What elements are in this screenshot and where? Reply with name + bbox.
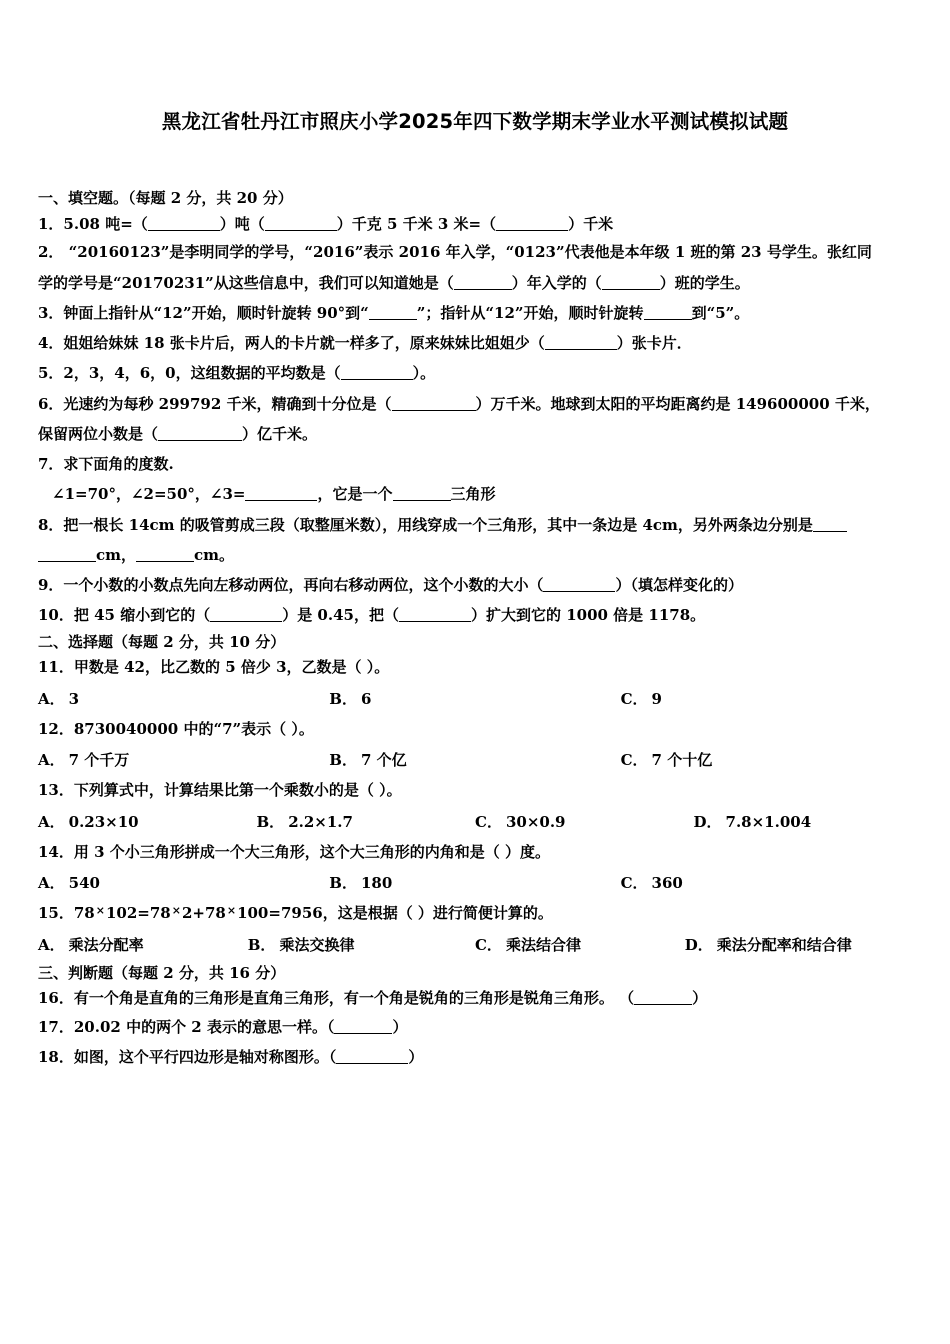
answer-blank[interactable] — [136, 561, 194, 562]
question-8-line-2 — [38, 540, 912, 570]
option-label: A． — [38, 812, 65, 831]
option-label: B． — [329, 751, 357, 770]
question-17-part-b: ） — [392, 1017, 408, 1036]
option-c[interactable] — [621, 688, 912, 711]
option-b[interactable] — [329, 749, 620, 772]
option-a[interactable] — [38, 811, 257, 834]
question-9-part-b: ）（填怎样变化的） — [615, 576, 743, 595]
option-label: A． — [38, 935, 65, 954]
question-6-part-b: ）万千米。地球到太阳的平均距离约是 149600000 千米， — [475, 394, 880, 413]
answer-blank[interactable] — [392, 410, 476, 411]
question-10-part-c: ）扩大到它的 1000 倍是 1178。 — [470, 606, 706, 625]
answer-blank[interactable] — [393, 500, 451, 501]
answer-blank[interactable] — [369, 319, 417, 320]
question-8-line-1 — [38, 510, 912, 540]
option-label: A． — [38, 874, 65, 893]
answer-blank[interactable] — [148, 230, 220, 231]
answer-blank[interactable] — [545, 349, 617, 350]
question-6-line-1 — [38, 389, 912, 419]
question-14: 14．用 3 个小三角形拼成一个大三角形，这个大三角形的内角和是（ ）度。 — [38, 842, 550, 861]
question-13: 13．下列算式中，计算结果比第一个乘数小的是（ ）。 — [38, 781, 402, 800]
question-15 — [38, 900, 912, 927]
option-label: A． — [38, 689, 65, 708]
question-16-part-b: ） — [692, 989, 708, 1008]
answer-blank[interactable] — [454, 289, 512, 290]
option-text: 7 个千万 — [68, 751, 130, 770]
question-4 — [38, 329, 912, 359]
option-text: 2.2×1.7 — [288, 812, 353, 831]
option-c[interactable] — [475, 934, 685, 957]
question-1 — [38, 211, 912, 238]
question-7 — [38, 450, 912, 480]
answer-blank[interactable] — [38, 561, 96, 562]
option-text: 0.23×10 — [68, 812, 139, 831]
option-b[interactable] — [329, 872, 620, 895]
question-10-part-a: 10．把 45 缩小到它的（ — [38, 606, 211, 625]
question-4-part-a: 4．姐姐给妹妹 18 张卡片后，两人的卡片就一样多了，原来妹妹比姐姐少（ — [38, 334, 545, 353]
option-b[interactable] — [248, 934, 475, 957]
section-heading-true-false: 三、判断题（每题 2 分，共 16 分） — [38, 963, 286, 982]
title-spacer — [38, 135, 912, 187]
question-18 — [38, 1043, 912, 1073]
option-text: 3 — [68, 689, 80, 708]
section-heading-fill-in: 一、填空题。（每题 2 分，共 20 分） — [38, 189, 293, 208]
section-heading-multiple-choice: 二、选择题（每题 2 分，共 10 分） — [38, 633, 286, 652]
question-9-part-a: 9．一个小数的小数点先向左移动两位，再向右移动两位，这个小数的大小（ — [38, 576, 544, 595]
option-b[interactable] — [329, 688, 620, 711]
question-18-part-b: ） — [408, 1048, 424, 1067]
answer-blank[interactable] — [496, 230, 568, 231]
option-a[interactable] — [38, 749, 329, 772]
option-text: 乘法分配率 — [68, 935, 144, 954]
option-c[interactable] — [621, 749, 912, 772]
question-15-part-b: 102=78 — [105, 904, 171, 923]
option-text: 7 个十亿 — [651, 751, 713, 770]
question-6-part-c: 保留两位小数是（ — [38, 424, 159, 443]
question-1-part-a: 1．5.08 吨=（ — [38, 214, 148, 233]
answer-blank[interactable] — [158, 440, 242, 441]
question-6-part-d: ）亿千米。 — [242, 424, 318, 443]
question-6-line-2 — [38, 419, 912, 449]
option-label: D． — [684, 935, 713, 954]
option-a[interactable] — [38, 872, 329, 895]
answer-blank[interactable] — [644, 319, 692, 320]
question-15-part-a: 15．78 — [38, 904, 95, 923]
question-1-part-d: ）千米 — [568, 214, 614, 233]
question-1-part-b: ）吨（ — [219, 214, 265, 233]
question-17-part-a: 17．20.02 中的两个 2 表示的意思一样。（ — [38, 1017, 335, 1036]
answer-blank[interactable] — [634, 1004, 692, 1005]
answer-blank[interactable] — [334, 1033, 392, 1034]
option-label: C． — [475, 812, 502, 831]
option-label: B． — [329, 874, 357, 893]
option-text: 180 — [360, 874, 393, 893]
question-9 — [38, 571, 912, 601]
option-label: C． — [474, 935, 502, 954]
question-3-part-c: 到“5”。 — [691, 303, 750, 322]
option-c[interactable] — [475, 811, 694, 834]
question-16 — [38, 985, 912, 1012]
question-2-line-1 — [38, 238, 912, 268]
option-b[interactable] — [257, 811, 476, 834]
option-label: C． — [620, 689, 648, 708]
option-label: D． — [693, 812, 722, 831]
question-2-line-2 — [38, 268, 912, 298]
question-10-part-b: ）是 0.45，把（ — [282, 606, 399, 625]
option-text: 540 — [68, 874, 100, 893]
question-16-part-a: 16．有一个角是直角的三角形是直角三角形，有一个角是锐角的三角形是锐角三角形。 （ — [38, 989, 635, 1008]
answer-blank[interactable] — [245, 500, 317, 501]
question-2-part-b: 学的学号是“20170231”从这些信息中，我们可以知道她是（ — [38, 273, 454, 292]
answer-blank[interactable] — [341, 379, 413, 380]
question-15-options — [38, 928, 912, 962]
question-5-part-b: ）。 — [412, 364, 436, 383]
option-label: B． — [256, 812, 285, 831]
multiply-icon: × — [226, 904, 237, 918]
answer-blank[interactable] — [602, 289, 660, 290]
question-5-part-a: 5．2，3，4，6，0，这组数据的平均数是（ — [38, 364, 341, 383]
question-1-part-c: ）千克 5 千米 3 米=（ — [336, 214, 497, 233]
option-d[interactable] — [685, 934, 912, 957]
question-12-options — [38, 743, 912, 777]
question-7-part-b: ∠1=70°，∠2=50°，∠3= — [52, 485, 246, 504]
question-7-angles — [38, 480, 912, 510]
question-3-part-b: ”；指针从“12”开始，顺时针旋转 — [416, 303, 644, 322]
option-text: 6 — [360, 689, 372, 708]
answer-blank[interactable] — [399, 621, 471, 622]
option-text: 乘法分配率和结合律 — [716, 935, 852, 954]
multiply-icon: × — [95, 904, 105, 918]
question-2-part-c: ）年入学的（ — [511, 273, 602, 292]
multiply-icon: × — [171, 904, 181, 918]
question-4-part-b: ）张卡片． — [616, 334, 692, 353]
option-label: C． — [620, 874, 648, 893]
option-text: 7.8×1.004 — [725, 812, 812, 831]
option-label: C． — [620, 751, 648, 770]
option-d[interactable] — [694, 811, 913, 834]
question-12: 12．8730040000 中的“7”表示（ ）。 — [38, 719, 314, 738]
option-text: 360 — [651, 874, 683, 893]
question-11: 11．甲数是 42，比乙数的 5 倍少 3，乙数是（ ）。 — [38, 658, 390, 677]
option-a[interactable] — [38, 688, 329, 711]
question-3-part-a: 3．钟面上指针从“12”开始，顺时针旋转 90°到“ — [38, 303, 369, 322]
option-text: 7 个亿 — [360, 751, 407, 770]
question-2-part-a: 2． “20160123”是李明同学的学号，“2016”表示 2016 年入学，“0123”代表他是本年级 1 班的第 23 号学生。张红同 — [38, 243, 872, 262]
question-5 — [38, 359, 912, 389]
answer-blank[interactable] — [210, 621, 282, 622]
option-text: 30×0.9 — [505, 812, 566, 831]
question-13-options — [38, 805, 912, 839]
question-15-part-c: 2+78 — [181, 904, 226, 923]
option-text: 乘法结合律 — [505, 935, 581, 954]
answer-blank[interactable] — [336, 1063, 408, 1064]
question-7-part-d: 三角形 — [450, 485, 496, 504]
question-17 — [38, 1012, 912, 1042]
option-c[interactable] — [621, 872, 912, 895]
question-7-part-a: 7．求下面角的度数. — [38, 455, 174, 474]
page-title: 黑龙江省牡丹江市照庆小学2025年四下数学期末学业水平测试模拟试题 — [161, 110, 789, 133]
question-7-part-c: ，它是一个 — [317, 485, 393, 504]
question-18-part-a: 18．如图，这个平行四边形是轴对称图形。（ — [38, 1048, 337, 1067]
question-10 — [38, 601, 912, 631]
question-2-part-d: ）班的学生。 — [659, 273, 750, 292]
question-8-part-a: 8．把一根长 14cm 的吸管剪成三段（取整厘米数），用线穿成一个三角形，其中一条边是 4cm，另外两条边分别是 — [38, 515, 813, 534]
question-3 — [38, 298, 912, 328]
option-label: A． — [38, 751, 65, 770]
question-11-options — [38, 682, 912, 716]
option-label: B． — [247, 935, 276, 954]
answer-blank[interactable] — [543, 591, 615, 592]
option-label: B． — [329, 689, 357, 708]
option-a[interactable] — [38, 934, 248, 957]
option-text: 乘法交换律 — [279, 935, 355, 954]
option-text: 9 — [651, 689, 662, 708]
answer-blank[interactable] — [813, 531, 847, 532]
question-8-part-c: cm。 — [194, 545, 235, 564]
question-6-part-a: 6．光速约为每秒 299792 千米，精确到十分位是（ — [38, 394, 392, 413]
question-15-part-d: 100=7956，这是根据（ ）进行简便计算的。 — [237, 904, 553, 923]
answer-blank[interactable] — [265, 230, 337, 231]
question-8-part-b: cm， — [96, 545, 137, 564]
question-14-options — [38, 866, 912, 900]
